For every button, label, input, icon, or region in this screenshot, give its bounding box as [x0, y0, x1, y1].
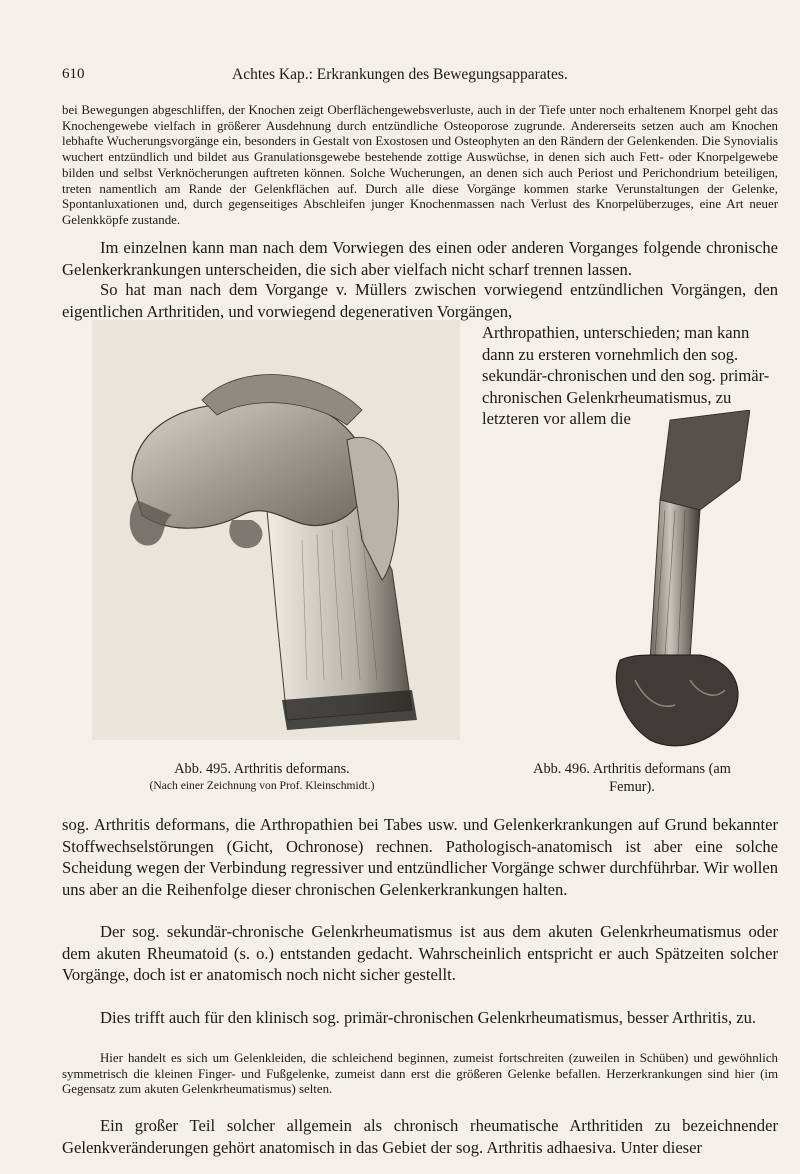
page-header	[62, 66, 778, 86]
paragraph-osteoporosis: bei Bewegungen abgeschliffen, der Knochen zeigt Oberflächengewebsverluste, auch in der Tiefe unter noch erhaltenem Knorpel geht das Knochengewebe vielfach in größerer Ausdehnung durch entzündliche Osteoporose zugrunde. Andererseits setzen auch am Knochen lebhafte Wucherungsvorgänge ein, besonders in Gestalt von Exostosen und Osteophyten an den Rändern der Gelenkenden. Die Synovialis wuchert entzündlich und bildet aus Granulationsgewebe bestehende zottige Auswüchse, in denen sich auch Fett- oder Knorpelgewebe bilden und selbst Verknöcherungen auftreten können. Solche Wucherungen, an denen sich auch Periost und Perichondrium beteiligen, treten namentlich am Rande der Gelenkflächen auf. Durch alle diese Vorgänge kommen starke Verunstaltungen der Gelenke, Spontanluxationen und, durch gegenseitiges Abschleifen junger Knochenmassen nach Verlust des Knorpelüberzuges, eine Art neuer Gelenkköpfe zustande.	[62, 103, 778, 227]
figure-495-femur-head	[92, 320, 460, 740]
caption-line-1: Abb. 496. Arthritis deformans (am	[533, 761, 731, 777]
paragraph-clinical-note: Hier handelt es sich um Gelenkleiden, die schleichend beginnen, zumeist fortschreiten (zuweilen in Schüben) und gewöhnlich symmetrisch die kleinen Finger- und Fußgelenke, zumeist dann erst die größeren Gelenke befallen. Herzerkrankungen sind hier (im Gegensatz zum akuten Gelenkrheumatismus) selten.	[62, 1051, 778, 1097]
caption-title: Abb. 495. Arthritis deformans.	[174, 761, 350, 777]
paragraph-classification-intro: Im einzelnen kann man nach dem Vorwiegen des einen oder anderen Vorganges folgende chronische Gelenkerkrankungen unterscheiden, die sich aber vielfach nicht scharf trennen lassen.	[62, 238, 778, 279]
femur-illustration	[550, 410, 750, 760]
caption-credit: (Nach einer Zeichnung von Prof. Kleinschmidt.)	[149, 779, 375, 792]
page-number: 610	[62, 66, 85, 82]
paragraph-sekundaer-chronisch: Der sog. sekundär-chronische Gelenkrheumatismus ist aus dem akuten Gelenkrheumatismus oder dem akuten Rheumatoid (s. o.) entstanden gedacht. Wahrscheinlich entspricht er auch Spätzeiten solcher Vorgänge, doch ist er anatomisch noch nicht sicher gestellt.	[62, 922, 778, 984]
femur-head-illustration	[92, 320, 460, 740]
paragraph-arthritis-deformans: sog. Arthritis deformans, die Arthropathien bei Tabes usw. und Gelenkerkrankungen auf Grund bekannter Stoffwechselstörungen (Gicht, Ochronose) rechnen. Pathologisch-anatomisch ist aber eine solche Scheidung wegen der Verbindung regressiver und entzündlicher Vorgänge schwer durchführbar. Wir wollen uns aber an die Reihenfolge dieser chronischen Gelenkerkrankungen halten.	[62, 815, 778, 899]
figure-496-femur	[550, 410, 750, 760]
paragraph-arthropathien: Arthropathien, unterschieden; man kann dann zu ersteren vornehmlich den sog. sekundär-chronischen und den sog. primär-chronischen Gelenkrheumatismus, zu letzteren vor allem die	[482, 323, 770, 428]
paragraph-arthritis-adhaesiva: Ein großer Teil solcher allgemein als chronisch rheumatische Arthritiden zu bezeichnender Gelenkveränderungen gehört anatomisch in das Gebiet der sog. Arthritis adhaesiva. Unter dieser	[62, 1116, 778, 1157]
running-title: Achtes Kap.: Erkrankungen des Bewegungsapparates.	[232, 66, 568, 83]
figure-496-caption	[487, 760, 777, 796]
caption-line-2: Femur).	[609, 779, 655, 795]
paragraph-muller-classification: So hat man nach dem Vorgange v. Müllers zwischen vorwiegend entzündlichen Vorgängen, den eigentlichen Arthritiden, und vorwiegend degenerativen Vorgängen,	[62, 280, 778, 321]
paragraph-primaer-chronisch: Dies trifft auch für den klinisch sog. primär-chronischen Gelenkrheumatismus, besser Arthritis, zu.	[100, 1008, 757, 1027]
figure-495-caption	[62, 760, 462, 794]
